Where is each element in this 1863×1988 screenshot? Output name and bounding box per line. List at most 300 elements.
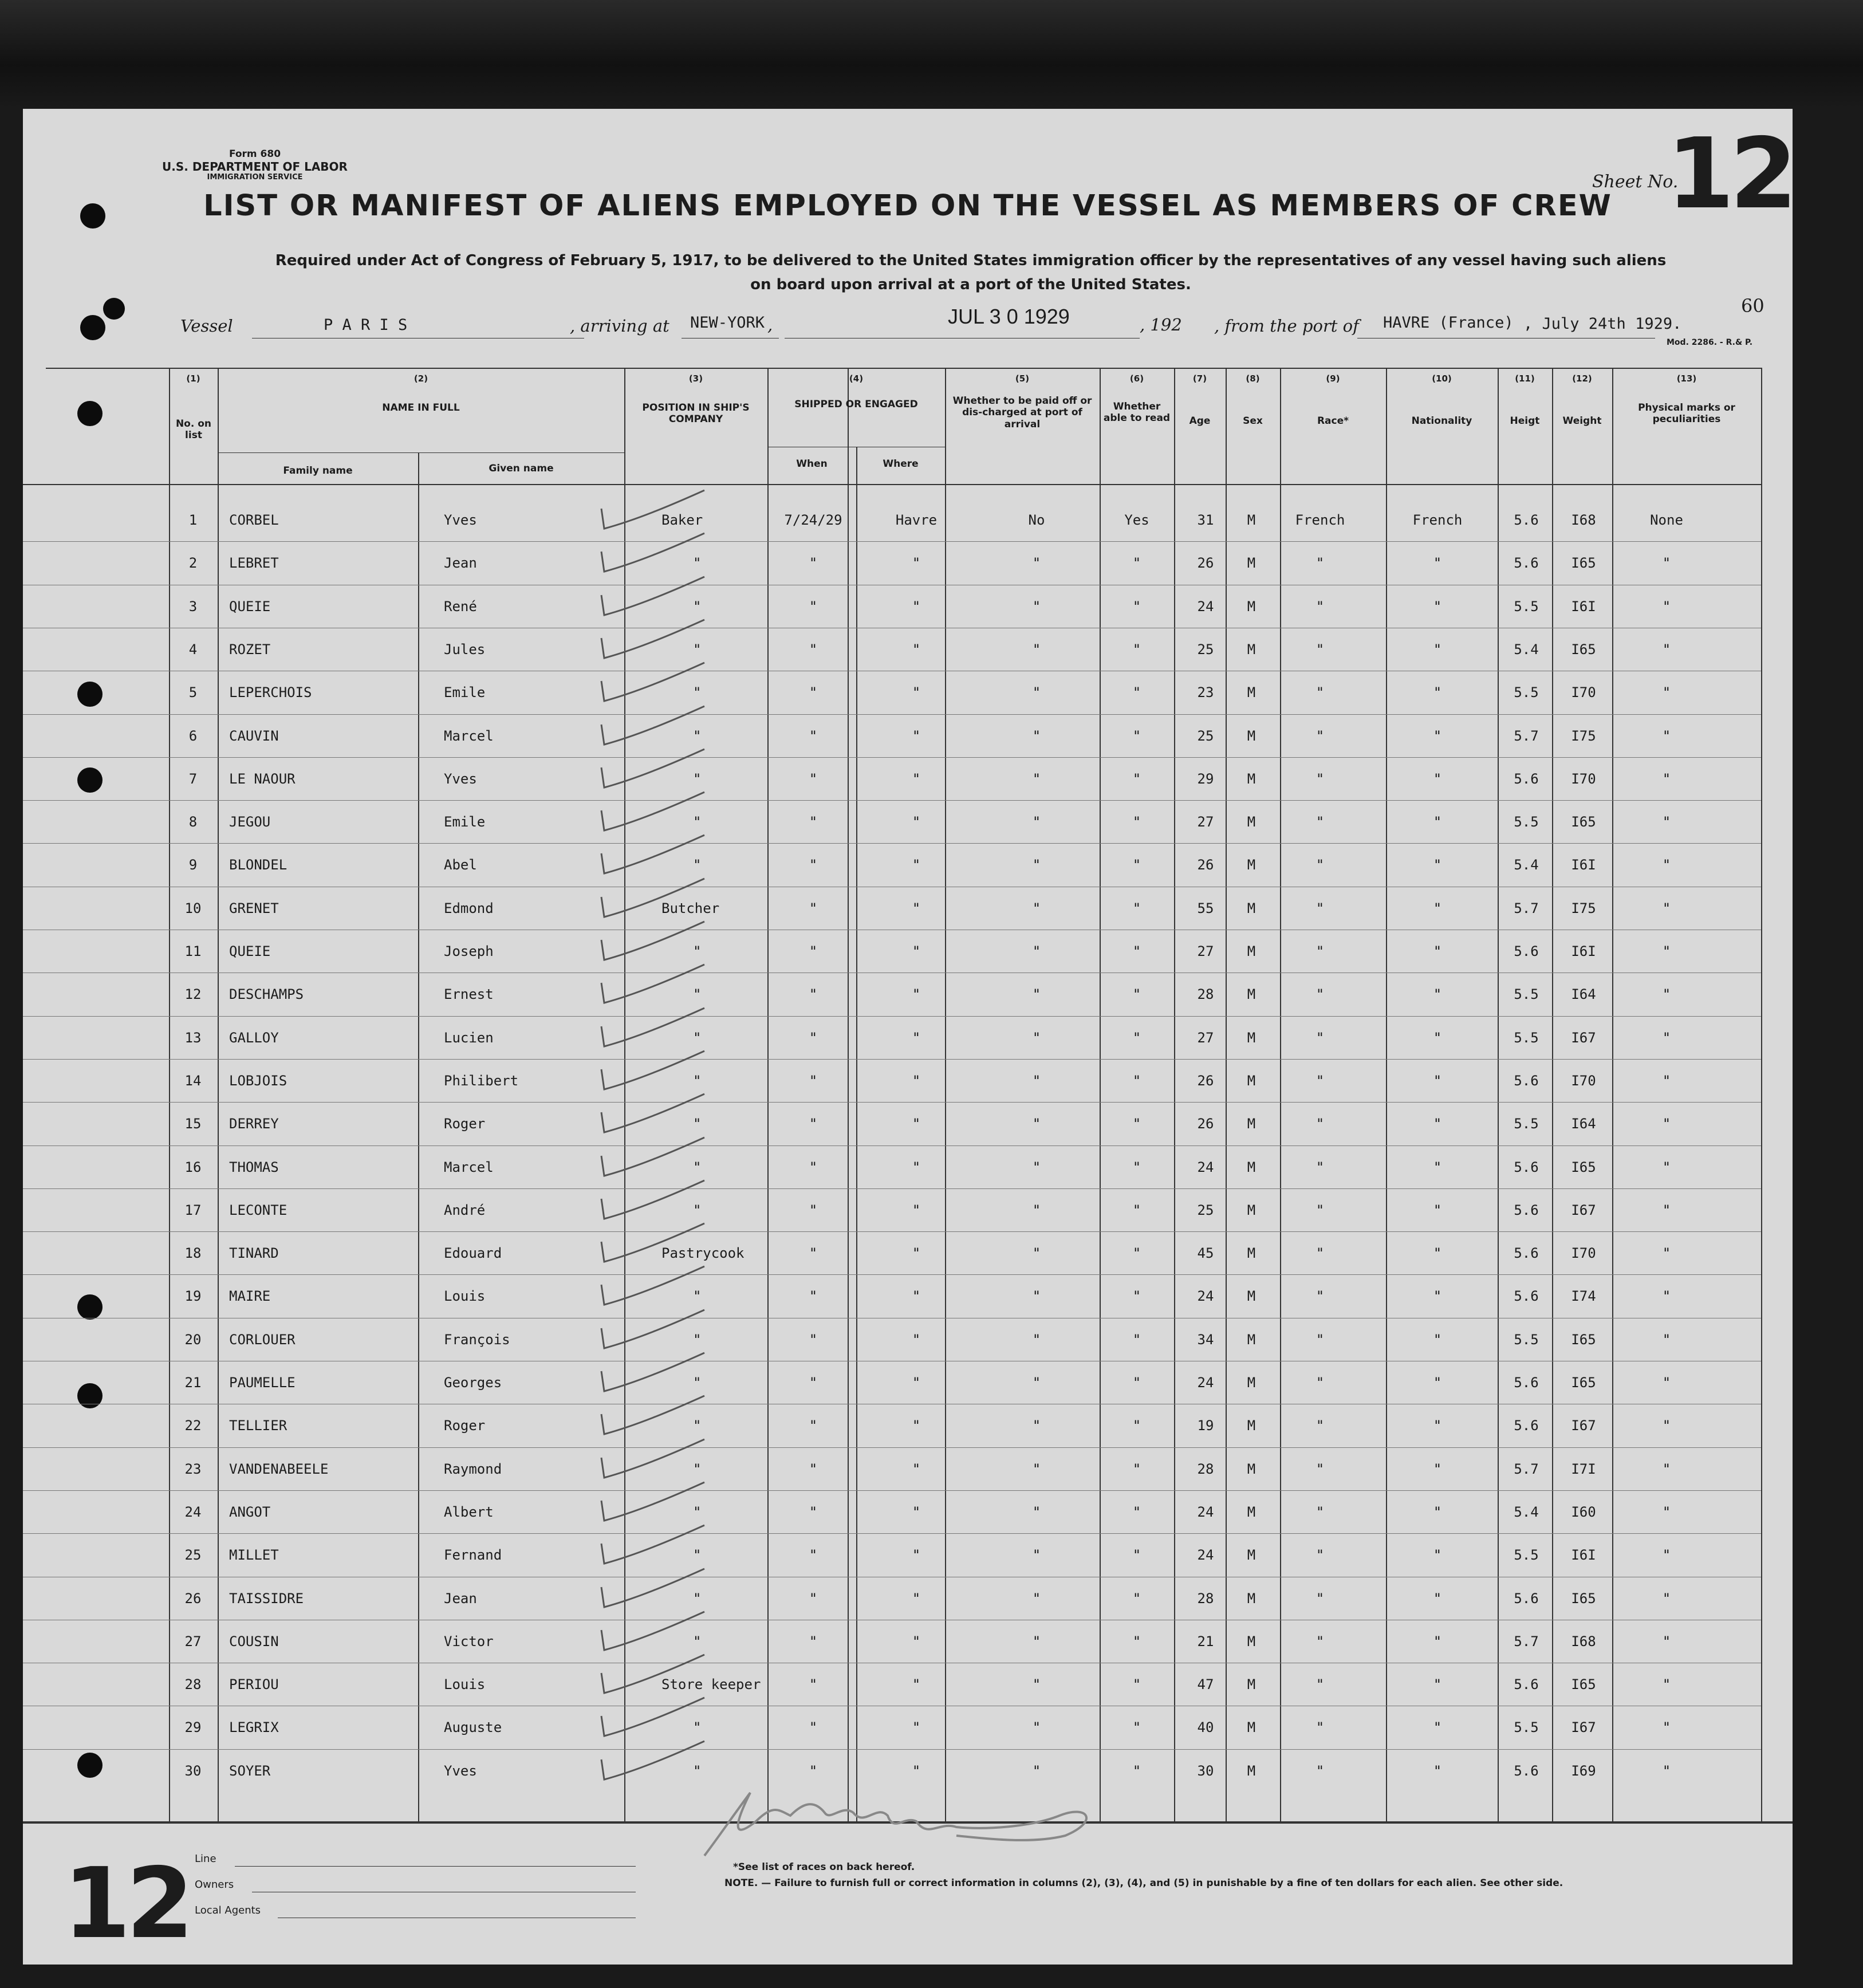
column-rule <box>1226 368 1227 1821</box>
header-paid-off: Whether to be paid off or dis-charged at port of arrival <box>952 395 1092 430</box>
cell-height: 5.6 <box>1514 1288 1539 1305</box>
cell-where: " <box>912 857 921 873</box>
cell-height: 5.5 <box>1514 598 1539 615</box>
cell-weight: I70 <box>1571 1072 1596 1089</box>
cell-position: " <box>693 1116 702 1132</box>
cell-age: 24 <box>1197 1503 1214 1520</box>
cell-given: Edmond <box>444 900 494 916</box>
cell-where: " <box>912 986 921 1003</box>
cell-when: " <box>809 1159 818 1175</box>
cell-height: 5.6 <box>1514 555 1539 572</box>
column-rule <box>767 368 769 1821</box>
cell-weight: I6I <box>1571 857 1596 873</box>
cell-sex: M <box>1247 1590 1256 1607</box>
cell-where: " <box>912 1461 921 1477</box>
punch-hole <box>77 1294 103 1320</box>
cell-where: " <box>912 1202 921 1218</box>
departure-date: , July 24th 1929. <box>1523 315 1682 333</box>
header-shipped: SHIPPED OR ENGAGED <box>794 399 918 410</box>
cell-family: QUEIE <box>229 598 271 615</box>
cell-sex: M <box>1247 555 1256 572</box>
cell-position: " <box>693 1719 702 1736</box>
cell-marks: " <box>1662 986 1671 1003</box>
cell-read: " <box>1132 727 1141 744</box>
cell-sex: M <box>1247 814 1256 830</box>
cell-where: " <box>912 814 921 830</box>
header-nationality: Nationality <box>1411 415 1472 427</box>
cell-height: 5.7 <box>1514 900 1539 916</box>
cell-position: " <box>693 684 702 701</box>
cell-height: 5.6 <box>1514 1159 1539 1175</box>
cell-paid: " <box>1032 900 1041 916</box>
cell-race: " <box>1315 1331 1325 1348</box>
column-rule <box>418 452 419 1821</box>
column-rule <box>1498 368 1499 1821</box>
cell-nat: " <box>1433 770 1442 787</box>
cell-race: " <box>1315 943 1325 959</box>
cell-when: " <box>809 1072 818 1089</box>
column-rule <box>1761 368 1762 1821</box>
cell-position: " <box>693 1418 702 1434</box>
cell-family: MILLET <box>229 1547 279 1564</box>
cell-when: " <box>809 1331 818 1348</box>
cell-position: " <box>693 1762 702 1779</box>
cell-no: 27 <box>184 1633 202 1650</box>
cell-weight: I6I <box>1571 598 1596 615</box>
cell-when: " <box>809 1633 818 1650</box>
cell-given: François <box>444 1331 510 1348</box>
cell-weight: I64 <box>1571 986 1596 1003</box>
cell-paid: No <box>1028 512 1045 528</box>
cell-paid: " <box>1032 1547 1041 1564</box>
cell-age: 25 <box>1197 641 1214 658</box>
cell-nat: " <box>1433 641 1442 658</box>
cell-when: " <box>809 770 818 787</box>
cell-age: 27 <box>1197 814 1214 830</box>
column-rule <box>945 368 946 1821</box>
cell-marks: " <box>1662 1503 1671 1520</box>
cell-race: " <box>1315 1029 1325 1046</box>
cell-when: " <box>809 1245 818 1262</box>
cell-family: LE NAOUR <box>229 770 296 787</box>
cell-height: 5.7 <box>1514 727 1539 744</box>
cell-no: 5 <box>188 684 198 701</box>
cell-paid: " <box>1032 1676 1041 1693</box>
cell-when: " <box>809 1719 818 1736</box>
cell-race: " <box>1315 1590 1325 1607</box>
cell-no: 3 <box>188 598 198 615</box>
cell-marks: " <box>1662 1159 1671 1175</box>
cell-read: " <box>1132 770 1141 787</box>
cell-sex: M <box>1247 900 1256 916</box>
cell-read: " <box>1132 555 1141 572</box>
cell-race: " <box>1315 857 1325 873</box>
cell-race: " <box>1315 641 1325 658</box>
cell-marks: " <box>1662 1590 1671 1607</box>
cell-position: " <box>693 1159 702 1175</box>
cell-no: 28 <box>184 1676 202 1693</box>
cell-age: 23 <box>1197 684 1214 701</box>
cell-race: " <box>1315 1245 1325 1262</box>
cell-sex: M <box>1247 1159 1256 1175</box>
page-title: LIST OR MANIFEST OF ALIENS EMPLOYED ON THE VESSEL AS MEMBERS OF CREW <box>203 189 1612 223</box>
column-rule <box>1552 368 1553 1821</box>
cell-when: " <box>809 1418 818 1434</box>
punch-hole <box>77 682 103 707</box>
cell-age: 55 <box>1197 900 1214 916</box>
cell-nat: " <box>1433 727 1442 744</box>
cell-where: " <box>912 641 921 658</box>
cell-no: 10 <box>184 900 202 916</box>
header-height: Heigt <box>1510 415 1540 427</box>
cell-family: TINARD <box>229 1245 279 1262</box>
cell-family: PERIOU <box>229 1676 279 1693</box>
cell-age: 24 <box>1197 1159 1214 1175</box>
cell-given: Marcel <box>444 1159 494 1175</box>
cell-given: Philibert <box>444 1072 519 1089</box>
cell-paid: " <box>1032 943 1041 959</box>
cell-read: " <box>1132 1633 1141 1650</box>
cell-when: " <box>809 1375 818 1391</box>
cell-sex: M <box>1247 1762 1256 1779</box>
cell-paid: " <box>1032 1202 1041 1218</box>
owners-label: Owners <box>195 1879 234 1891</box>
column-rule <box>169 368 170 1821</box>
cell-position: " <box>693 1590 702 1607</box>
cell-given: Yves <box>444 512 477 528</box>
cell-when: " <box>809 641 818 658</box>
column-rule <box>1174 368 1175 1821</box>
races-note: *See list of races on back hereof. <box>733 1861 915 1873</box>
cell-position: " <box>693 555 702 572</box>
cell-height: 5.6 <box>1514 1375 1539 1391</box>
cell-weight: I74 <box>1571 1288 1596 1305</box>
cell-marks: " <box>1662 770 1671 787</box>
cell-sex: M <box>1247 1331 1256 1348</box>
underline <box>235 1866 636 1867</box>
cell-age: 26 <box>1197 555 1214 572</box>
cell-given: André <box>444 1202 486 1218</box>
cell-family: TELLIER <box>229 1418 287 1434</box>
cell-height: 5.5 <box>1514 1547 1539 1564</box>
cell-where: " <box>912 684 921 701</box>
cell-position: Butcher <box>661 900 720 916</box>
cell-weight: I70 <box>1571 770 1596 787</box>
cell-read: " <box>1132 1547 1141 1564</box>
cell-no: 1 <box>188 512 198 528</box>
cell-weight: I75 <box>1571 900 1596 916</box>
cell-given: Ernest <box>444 986 494 1003</box>
punch-hole <box>77 1383 103 1408</box>
punch-hole <box>77 401 103 426</box>
cell-height: 5.5 <box>1514 1331 1539 1348</box>
column-rule <box>848 368 849 1821</box>
cell-when: " <box>809 1547 818 1564</box>
row-rule <box>23 1231 1761 1232</box>
cell-age: 28 <box>1197 986 1214 1003</box>
cell-sex: M <box>1247 641 1256 658</box>
cell-race: " <box>1315 814 1325 830</box>
cell-position: " <box>693 1288 702 1305</box>
form-number: Form 680 <box>229 148 281 160</box>
cell-age: 28 <box>1197 1461 1214 1477</box>
cell-marks: None <box>1650 512 1683 528</box>
cell-paid: " <box>1032 986 1041 1003</box>
cell-age: 45 <box>1197 1245 1214 1262</box>
header-weight: Weight <box>1562 415 1602 427</box>
cell-where: " <box>912 1072 921 1089</box>
cell-paid: " <box>1032 1590 1041 1607</box>
cell-family: THOMAS <box>229 1159 279 1175</box>
cell-race: " <box>1315 1159 1325 1175</box>
cell-family: LEPERCHOIS <box>229 684 312 701</box>
cell-no: 2 <box>188 555 198 572</box>
cell-read: " <box>1132 986 1141 1003</box>
cell-paid: " <box>1032 684 1041 701</box>
department-name: U.S. DEPARTMENT OF LABOR <box>162 159 348 174</box>
row-rule <box>23 1016 1761 1017</box>
column-rule <box>1386 368 1387 1821</box>
cell-read: " <box>1132 857 1141 873</box>
header-race: Race* <box>1317 415 1349 427</box>
cell-where: " <box>912 1676 921 1693</box>
cell-race: " <box>1315 770 1325 787</box>
cell-position: " <box>693 727 702 744</box>
cell-height: 5.6 <box>1514 1072 1539 1089</box>
cell-nat: " <box>1433 1288 1442 1305</box>
cell-family: CORLOUER <box>229 1331 296 1348</box>
cell-read: " <box>1132 1375 1141 1391</box>
cell-nat: " <box>1433 857 1442 873</box>
from-label: , from the port of <box>1214 316 1359 336</box>
cell-nat: " <box>1433 1029 1442 1046</box>
cell-position: " <box>693 1375 702 1391</box>
cell-weight: I69 <box>1571 1762 1596 1779</box>
cell-read: " <box>1132 1331 1141 1348</box>
cell-read: " <box>1132 598 1141 615</box>
cell-when: " <box>809 1590 818 1607</box>
cell-no: 22 <box>184 1418 202 1434</box>
cell-race: " <box>1315 1503 1325 1520</box>
page-mark: 60 <box>1741 295 1764 317</box>
header-no-on-list: No. on list <box>175 418 212 442</box>
cell-age: 24 <box>1197 1547 1214 1564</box>
cell-height: 5.4 <box>1514 641 1539 658</box>
cell-marks: " <box>1662 1245 1671 1262</box>
cell-family: LEBRET <box>229 555 279 572</box>
date-stamp: JUL 3 0 1929 <box>948 305 1070 328</box>
col-8-number: (8) <box>1246 373 1260 384</box>
cell-race: " <box>1315 598 1325 615</box>
cell-weight: I67 <box>1571 1719 1596 1736</box>
cell-marks: " <box>1662 1719 1671 1736</box>
col-10-number: (10) <box>1432 373 1452 384</box>
cell-position: " <box>693 814 702 830</box>
cell-family: MAIRE <box>229 1288 271 1305</box>
cell-no: 8 <box>188 814 198 830</box>
cell-nat: French <box>1412 512 1463 528</box>
cell-where: " <box>912 900 921 916</box>
cell-no: 24 <box>184 1503 202 1520</box>
cell-sex: M <box>1247 770 1256 787</box>
cell-no: 19 <box>184 1288 202 1305</box>
cell-nat: " <box>1433 1202 1442 1218</box>
cell-race: " <box>1315 1461 1325 1477</box>
cell-sex: M <box>1247 1633 1256 1650</box>
cell-height: 5.5 <box>1514 1719 1539 1736</box>
cell-paid: " <box>1032 1762 1041 1779</box>
cell-age: 47 <box>1197 1676 1214 1693</box>
cell-race: " <box>1315 1202 1325 1218</box>
cell-position: " <box>693 641 702 658</box>
header-bottom-rule <box>23 484 1761 485</box>
cell-race: " <box>1315 900 1325 916</box>
cell-no: 20 <box>184 1331 202 1348</box>
cell-sex: M <box>1247 943 1256 959</box>
cell-no: 11 <box>184 943 202 959</box>
cell-nat: " <box>1433 1116 1442 1132</box>
cell-height: 5.6 <box>1514 1676 1539 1693</box>
column-rule <box>1612 368 1613 1821</box>
cell-read: " <box>1132 1676 1141 1693</box>
row-rule <box>23 800 1761 801</box>
arriving-label: , arriving at <box>570 316 669 336</box>
cell-paid: " <box>1032 1503 1041 1520</box>
cell-no: 6 <box>188 727 198 744</box>
cell-paid: " <box>1032 1116 1041 1132</box>
cell-position: " <box>693 1547 702 1564</box>
cell-paid: " <box>1032 727 1041 744</box>
col-1-number: (1) <box>186 373 200 384</box>
cell-given: Jules <box>444 641 486 658</box>
cell-height: 5.5 <box>1514 986 1539 1003</box>
punch-hole <box>77 767 103 793</box>
cell-no: 21 <box>184 1375 202 1391</box>
cell-no: 13 <box>184 1029 202 1046</box>
cell-weight: I64 <box>1571 1116 1596 1132</box>
row-rule <box>23 1059 1761 1060</box>
cell-weight: I68 <box>1571 512 1596 528</box>
column-rule <box>1280 368 1281 1821</box>
cell-marks: " <box>1662 1547 1671 1564</box>
cell-read: " <box>1132 1159 1141 1175</box>
cell-given: Fernand <box>444 1547 502 1564</box>
cell-where: " <box>912 1029 921 1046</box>
cell-height: 5.6 <box>1514 1418 1539 1434</box>
cell-race: " <box>1315 1676 1325 1693</box>
cell-age: 24 <box>1197 1288 1214 1305</box>
cell-no: 25 <box>184 1547 202 1564</box>
cell-marks: " <box>1662 1461 1671 1477</box>
col-11-number: (11) <box>1515 373 1535 384</box>
cell-position: " <box>693 857 702 873</box>
cell-when: " <box>809 598 818 615</box>
cell-marks: " <box>1662 1676 1671 1693</box>
cell-sex: M <box>1247 1202 1256 1218</box>
cell-when: " <box>809 1461 818 1477</box>
line-label: Line <box>195 1853 216 1865</box>
cell-nat: " <box>1433 1375 1442 1391</box>
cell-where: " <box>912 1331 921 1348</box>
cell-nat: " <box>1433 1159 1442 1175</box>
cell-nat: " <box>1433 598 1442 615</box>
cell-age: 27 <box>1197 943 1214 959</box>
cell-race: " <box>1315 1762 1325 1779</box>
cell-when: " <box>809 814 818 830</box>
header-family-name: Family name <box>283 465 353 477</box>
cell-paid: " <box>1032 1418 1041 1434</box>
sheet-number: 12 <box>1667 117 1793 231</box>
cell-height: 5.4 <box>1514 857 1539 873</box>
check-mark-icon <box>573 1737 710 1788</box>
cell-position: " <box>693 1202 702 1218</box>
cell-when: 7/24/29 <box>784 512 842 528</box>
cell-race: " <box>1315 1288 1325 1305</box>
cell-sex: M <box>1247 727 1256 744</box>
cell-read: " <box>1132 900 1141 916</box>
cell-read: " <box>1132 1072 1141 1089</box>
cell-read: " <box>1132 1116 1141 1132</box>
cell-family: LOBJOIS <box>229 1072 287 1089</box>
cell-when: " <box>809 1503 818 1520</box>
subtitle-line-1: Required under Act of Congress of February 5, 1917, to be delivered to the United States immigration officer by the representatives of any vessel having such aliens <box>275 252 1667 269</box>
cell-given: Jean <box>444 1590 477 1607</box>
cell-family: PAUMELLE <box>229 1375 296 1391</box>
col-6-number: (6) <box>1129 373 1144 384</box>
header-position: POSITION IN SHIP'S COMPANY <box>642 402 750 426</box>
row-rule <box>23 1188 1761 1189</box>
cell-paid: " <box>1032 770 1041 787</box>
cell-family: GRENET <box>229 900 279 916</box>
cell-height: 5.6 <box>1514 1762 1539 1779</box>
row-rule <box>23 1102 1761 1103</box>
cell-given: Lucien <box>444 1029 494 1046</box>
cell-height: 5.5 <box>1514 814 1539 830</box>
cell-when: " <box>809 1202 818 1218</box>
cell-position: " <box>693 986 702 1003</box>
cell-sex: M <box>1247 1547 1256 1564</box>
cell-age: 34 <box>1197 1331 1214 1348</box>
header-where: Where <box>883 458 919 470</box>
cell-weight: I65 <box>1571 1590 1596 1607</box>
column-rule <box>218 368 219 1821</box>
cell-weight: I65 <box>1571 814 1596 830</box>
cell-where: " <box>912 1633 921 1650</box>
cell-age: 29 <box>1197 770 1214 787</box>
cell-sex: M <box>1247 598 1256 615</box>
cell-sex: M <box>1247 1676 1256 1693</box>
cell-when: " <box>809 900 818 916</box>
cell-read: " <box>1132 1418 1141 1434</box>
cell-weight: I65 <box>1571 1331 1596 1348</box>
cell-position: " <box>693 1072 702 1089</box>
cell-read: " <box>1132 1503 1141 1520</box>
cell-paid: " <box>1032 1461 1041 1477</box>
fine-note: NOTE. — Failure to furnish full or correct information in columns (2), (3), (4), and (5) in punishable by a fine of ten dollars for each alien. See other side. <box>724 1877 1563 1889</box>
cell-read: " <box>1132 1245 1141 1262</box>
cell-nat: " <box>1433 1719 1442 1736</box>
name-sub-rule <box>218 452 624 453</box>
cell-nat: " <box>1433 1072 1442 1089</box>
cell-nat: " <box>1433 943 1442 959</box>
cell-age: 26 <box>1197 1116 1214 1132</box>
row-rule <box>23 1274 1761 1275</box>
cell-family: GALLOY <box>229 1029 279 1046</box>
cell-position: " <box>693 1461 702 1477</box>
cell-read: " <box>1132 1719 1141 1736</box>
cell-read: " <box>1132 1461 1141 1477</box>
cell-given: Albert <box>444 1503 494 1520</box>
